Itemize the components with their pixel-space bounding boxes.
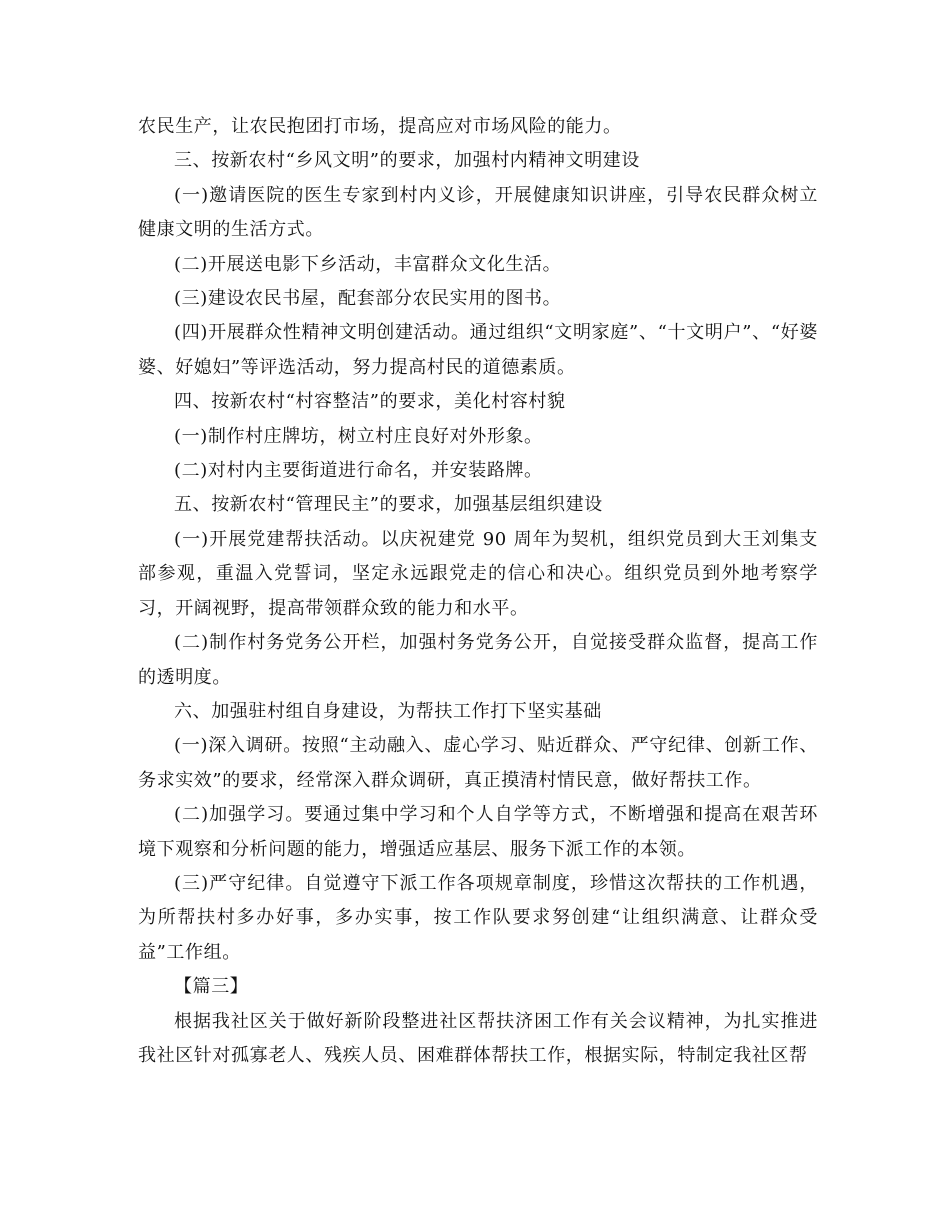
section-heading-4: 四、按新农村“村容整洁”的要求，美化村容村貌 (174, 391, 566, 413)
paragraph: (一)深入调研。按照“主动融入、虚心学习、贴近群众、严守纪律、创新工作、务求实效”的要求，经常深入群众调研，真正摸清村情民意，做好帮扶工作。 (138, 735, 818, 791)
paragraph: 农民生产，让农民抱团打市场，提高应对市场风险的能力。 (138, 116, 622, 137)
paragraph: (二)制作村务党务公开栏，加强村务党务公开，自觉接受群众监督，提高工作的透明度。 (138, 632, 818, 688)
part-heading: 【篇三】 (174, 976, 249, 998)
paragraph: 根据我社区关于做好新阶段整进社区帮扶济困工作有关会议精神，为扎实推进我社区针对孤寡老人、残疾人员、困难群体帮扶工作，根据实际，特制定我社区帮 (138, 1010, 818, 1066)
paragraph: (四)开展群众性精神文明创建活动。通过组织“文明家庭”、“十文明户”、“好婆婆、好媳妇”等评选活动，努力提高村民的道德素质。 (138, 322, 818, 378)
section-heading-6: 六、加强驻村组自身建设，为帮扶工作打下坚实基础 (174, 700, 602, 722)
paragraph: (一)制作村庄牌坊，树立村庄良好对外形象。 (174, 425, 543, 447)
paragraph: (二)加强学习。要通过集中学习和个人自学等方式，不断增强和提高在艰苦环境下观察和分析问题的能力，增强适应基层、服务下派工作的本领。 (138, 804, 818, 860)
paragraph: (三)建设农民书屋，配套部分农民实用的图书。 (174, 288, 562, 310)
paragraph: (三)严守纪律。自觉遵守下派工作各项规章制度，珍惜这次帮扶的工作机遇，为所帮扶村多办好事，多办实事，按工作队要求努创建“让组织满意、让群众受益”工作组。 (138, 872, 818, 963)
section-heading-3: 三、按新农村“乡风文明”的要求，加强村内精神文明建设 (174, 150, 641, 172)
paragraph: (一)开展党建帮扶活动。以庆祝建党 90 周年为契机，组织党员到大王刘集支部参观，重温入党誓词，坚定永远跟党走的信心和决心。组织党员到外地考察学习，开阔视野，提高带领群众致的能力和水平。 (138, 528, 818, 619)
document-body (138, 110, 818, 1073)
section-heading-5: 五、按新农村“管理民主”的要求，加强基层组织建设 (174, 494, 603, 516)
paragraph: (二)开展送电影下乡活动，丰富群众文化生活。 (174, 253, 562, 275)
paragraph: (一)邀请医院的医生专家到村内义诊，开展健康知识讲座，引导农民群众树立健康文明的生活方式。 (138, 184, 818, 241)
paragraph: (二)对村内主要街道进行命名，并安装路牌。 (174, 460, 543, 482)
